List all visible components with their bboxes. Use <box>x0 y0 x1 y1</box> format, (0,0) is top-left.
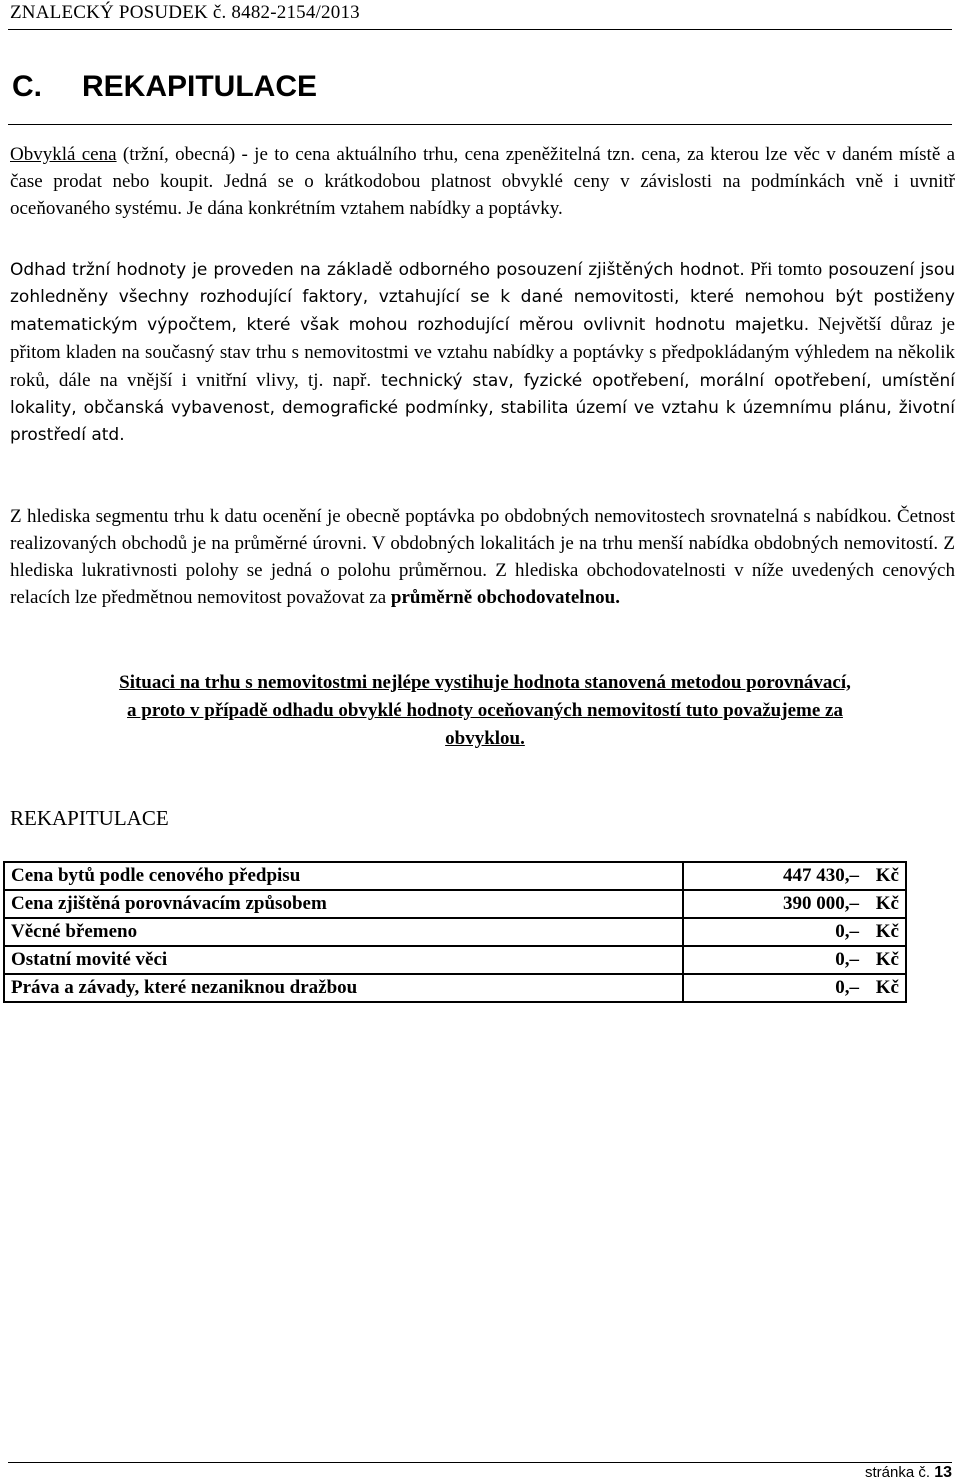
document-header: ZNALECKÝ POSUDEK č. 8482-2154/2013 <box>10 2 360 23</box>
recap-row-value <box>683 974 906 1002</box>
paragraph-estimate-sans: Odhad tržní hodnoty je proveden na základě odborného posouzení zjištěných hodnot. <box>10 260 745 280</box>
note-line-2: a proto v případě odhadu obvyklé hodnoty oceňovaných nemovitostí tuto považujeme za <box>127 700 843 721</box>
paragraph-estimate-rest2: Největší důraz je přitom kladen na současný stav trhu s nemovitostmi ve vztahu nabídky a poptávky s předpokládaným výhledem na několik roků, dále na vnější i vnitřní vlivy, tj. např. <box>10 314 955 391</box>
recap-row-label: Cena zjištěná porovnávacím způsobem <box>4 890 683 918</box>
recap-currency: Kč <box>875 977 899 998</box>
section-number: C. <box>12 70 42 103</box>
recap-row <box>4 862 906 890</box>
paragraph-market-price <box>10 141 955 222</box>
recap-amount: 0,– <box>835 921 859 942</box>
recap-row-label: Věcné břemeno <box>4 918 683 946</box>
recap-currency: Kč <box>875 893 899 914</box>
paragraph-estimate <box>10 256 955 449</box>
recap-row-label: Cena bytů podle cenového předpisu <box>4 862 683 890</box>
recap-currency: Kč <box>875 921 899 942</box>
term-market-price: Obvyklá cena <box>10 144 117 165</box>
footer-label: stránka č. <box>865 1464 931 1481</box>
market-situation-note <box>20 669 950 753</box>
section-divider <box>8 124 952 125</box>
header-divider <box>8 29 952 30</box>
recap-row-label: Práva a závady, které nezaniknou dražbou <box>4 974 683 1002</box>
note-line-3: obvyklou. <box>445 728 525 749</box>
section-title: REKAPITULACE <box>82 70 318 103</box>
recap-amount: 447 430,– <box>783 865 859 886</box>
recap-row-value <box>683 890 906 918</box>
recap-row <box>4 946 906 974</box>
note-line-1: Situaci na trhu s nemovitostmi nejlépe vystihuje hodnota stanovená metodou porovnávací, <box>119 672 851 693</box>
paragraph-market-price-text: (tržní, obecná) - je to cena aktuálního trhu, cena zpeněžitelná tzn. cena, za kterou lze věc v daném místě a čase prodat nebo koupit. Jedná se o krátkodobou platnost obvyklé ceny v závislosti na podmínkách vně i uvnitř oceňovaného systému. Je dána konkrétním vztahem nabídky a poptávky. <box>10 144 956 219</box>
recap-currency: Kč <box>875 865 899 886</box>
recap-label: REKAPITULACE <box>10 806 169 830</box>
paragraph-estimate-rest3: technický stav, fyzické opotřebení, morální opotřebení, umístění lokality, občanská vybavenost, demografické podmínky, stabilita území ve vztahu k územnímu plánu, životní prostředí atd. <box>10 371 955 445</box>
section-heading <box>12 70 317 104</box>
recap-row <box>4 974 906 1002</box>
recap-amount: 390 000,– <box>783 893 859 914</box>
paragraph-segment <box>10 503 955 611</box>
page-footer <box>865 1464 952 1482</box>
recap-amount: 0,– <box>835 977 859 998</box>
recap-currency: Kč <box>875 949 899 970</box>
recap-amount: 0,– <box>835 949 859 970</box>
footer-divider <box>8 1462 952 1463</box>
paragraph-estimate-rest: posouzení jsou zohledněny všechny rozhodující faktory, vztahující se k dané nemovitosti, které nemohou být postiženy matematickým výpočtem, které však mohou rozhodující měrou ovlivnit hodnotu majetku. <box>10 260 955 335</box>
recap-row-label: Ostatní movité věci <box>4 946 683 974</box>
recap-row-value <box>683 946 906 974</box>
recap-row <box>4 918 906 946</box>
recap-row <box>4 890 906 918</box>
paragraph-segment-text: Z hlediska segmentu trhu k datu ocenění je obecně poptávka po obdobných nemovitostech srovnatelná s nabídkou. Četnost realizovaných obchodů je na průměrné úrovni. V obdobných lokalitách je na trhu menší nabídka obdobných nemovitostí. Z hlediska lukrativnosti polohy se jedná o polohu průměrnou. Z hlediska obchodovatelnosti v níže uvedených cenových relacích lze předmětnou nemovitost považovat za <box>10 506 955 608</box>
recap-row-value <box>683 862 906 890</box>
page-number: 13 <box>934 1464 952 1481</box>
paragraph-segment-bold: průměrně obchodovatelnou. <box>390 587 620 608</box>
recap-table <box>3 861 907 1003</box>
paragraph-estimate-serif: Při tomto <box>744 259 823 280</box>
recap-row-value <box>683 918 906 946</box>
